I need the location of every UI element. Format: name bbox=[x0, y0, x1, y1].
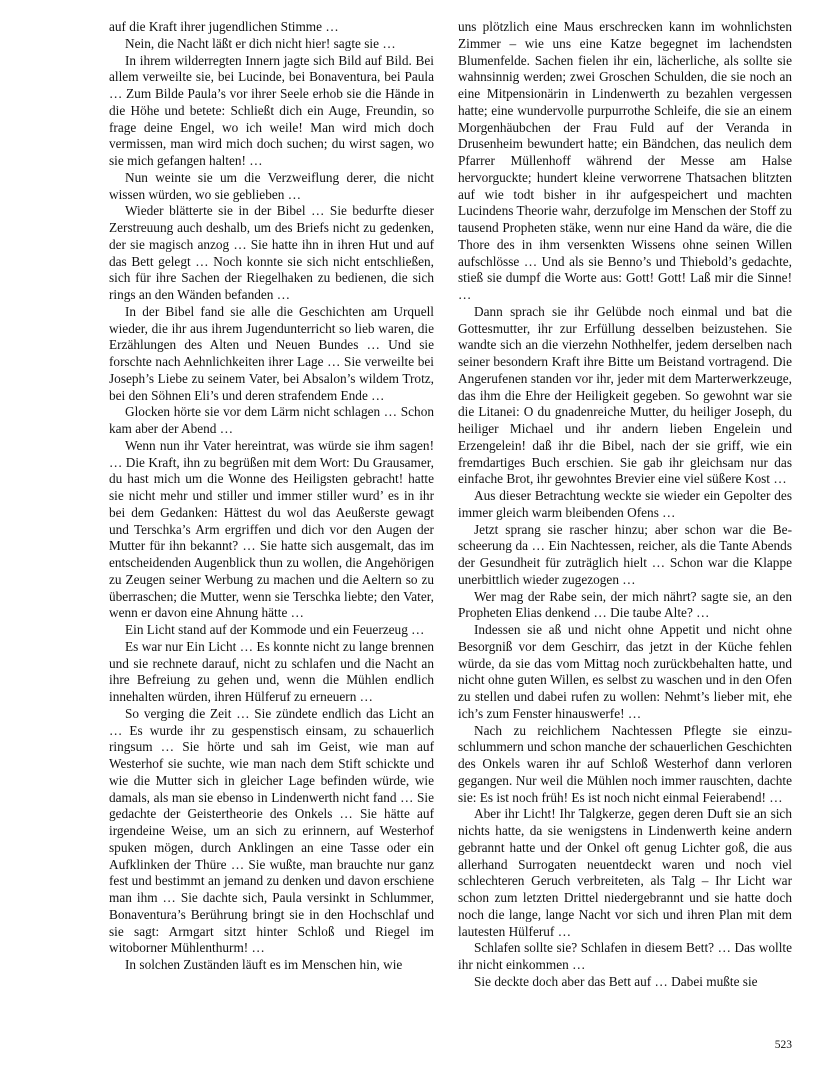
paragraph: Aber ihr Licht! Ihr Talgkerze, gegen deren Duft sie an sich nichts hatte, da sie wenigstens in Lindenwerth keine andern gebrannt hatte und der Onkel oft genug Lichter goß, die aus allerhand Surrogaten neuentdeckt waren und noch viel schlechteren Geruch verbreiteten, als Talg – Ihr Licht war schon zum letzten Drittel niedergebrannt und sie hatte doch noch die lange, lange Nacht vor sich und ihren Plan mit dem lautesten Hülferuf … bbox=[458, 806, 792, 939]
paragraph: Es war nur Ein Licht … Es konnte nicht zu lange brennen und sie rechnete darauf, nicht zu schlafen und die Nacht an ihre Befreiung zu gehen und, wenn die Mühlen endlich innehalten würden, ihren Hülferuf zu erneuern … bbox=[109, 638, 434, 704]
right-column bbox=[458, 19, 792, 991]
paragraph: Jetzt sprang sie rascher hinzu; aber schon war die Bescheerung da … Ein Nachtessen, reicher, als die Tante Abends der Gesundheit für zuträglich hielt … Schon war die Klappe unerbittlich wieder zugezogen … bbox=[458, 521, 792, 587]
paragraph: Wer mag der Rabe sein, der mich nährt? sagte sie, an den Propheten Elias denkend … Die taube Alte? … bbox=[458, 588, 792, 621]
paragraph: So verging die Zeit … Sie zündete endlich das Licht an … Es wurde ihr zu gespenstisch einsam, zu schauerlich ringsum … Sie hörte und sah im Geist, wie man auf Westerhof sie suchte, wie man nach dem Stift schickte und wie die Mutter sich in gleicher Lage befinden würde, wie damals, als man sie ebenso in Lindenwerth nicht fand … Sie gedachte der Geistertheorie des Onkels … Sie hätte auf irgendeine Weise, um an sich zu erinnern, auf Westerhof spuken mögen, durch Anklingen an eine Tasse oder ein Aufklinken der Thüre … Sie wußte, man brauchte nur ganz fest und bestimmt an jemand zu denken und davon erschiene man ihm … Sie dachte sich, Paula versinkt in Schlummer, Bonaventura’s Berührung bringt sie in den Hochschlaf und sie sagt: Armgart sitzt hinter Schloß und Riegel im witoborner Mühlenthurm! … bbox=[109, 705, 434, 956]
paragraph: In solchen Zuständen läuft es im Menschen hin, wie bbox=[125, 957, 403, 972]
paragraph: auf die Kraft ihrer jugendlichen Stimme … bbox=[109, 19, 339, 34]
paragraph: Dann sprach sie ihr Gelübde noch einmal und bat die Gottesmutter, ihr zur Erfüllung desselben beizustehen. Sie wandte sich an die vierzehn Nothhelfer, jedem derselben nach seiner besondern Kraft ihre Bitte um Beistand vortragend. Die Angerufenen standen vor ihr, jeder mit dem Marterwerkzeuge, das ihm die Ehre der Heiligkeit gegeben. So gewohnt war sie die Litanei: O du gnadenreiche Mutter, du heiliger Joseph, du heiliger Michael und ihr andern lieben Engelein und Erzengelein! daß ihr die Bibel, nach der sie griff, wie ein fremdartiges Buch erschien. Sie gab ihr gleichsam nur das einfache Brot, ihr gewohntes Brevier eine viel süßere Kost … bbox=[458, 303, 792, 487]
paragraph: Glocken hörte sie vor dem Lärm nicht schlagen … Schon kam aber der Abend … bbox=[109, 404, 434, 436]
paragraph: uns plötzlich eine Maus erschrecken kann im wohnlichsten Zimmer – wie uns eine Katze begegnet im lachendsten Blumenfelde. Sachen fielen ihr ein, lächerliche, als sollte sie wahnsinnig werden; zwei Groschen Schulden, die sie noch an eine Mitpensionärin in Lindenwerth zu bezahlen vergessen hatte; eine wundervolle purpurrothe Schleife, die sie an einem Morgenhäubchen der Frau Fuld auf der Veranda in Drusenheim bewundert hatte; ein Bändchen, das neulich dem Pfarrer Müllenhoff während der Messe am Halse hervorguckte; hundert kleine verworrene Thatsachen blitzten auf wie todt bisher in ihr aufgespeichert und machten Lucindens Theorie wahr, derzufolge im Menschen der Stoff zu tausend Propheten stäke, wenn nur eine Hand da wäre, die die Thore des in ihm versenkten Wissens ohne seinen Willen aufschlösse … Und als sie Benno’s und Thiebold’s gedachte, stieß sie dumpf die Worte aus: Gott! Gott! Laß mir die Sinne! … bbox=[458, 19, 792, 302]
paragraph: Sie deckte doch aber das Bett auf … Dabei mußte sie bbox=[474, 973, 758, 989]
paragraph: Indessen sie aß und nicht ohne Appetit und nicht ohne Besorgniß vor dem Geschirr, das jetzt in der Küche fehlen würde, da sie das vom Mittag noch zurückbehalten hatte, und nicht ohne guten Willen, es selbst zu waschen und in den Ofen zu stellen und dabei rufen zu wollen: Nehmt’s lieber mit, ehe ich’s zum Fenster hinauswerfe! … bbox=[458, 622, 792, 721]
paragraph: In der Bibel fand sie alle die Geschichten am Urquell wieder, die ihr aus ihrem Jugendunterricht so lieb waren, die Erzählungen des Alten und Neuen Bundes … Und sie forschte nach Aehnlichkeiten ihrer Lage … Sie verweilte bei Joseph’s Liebe zu seinem Vater, bei Absalon’s wildem Trotz, bei den Söhnen Eli’s und deren strafendem Ende … bbox=[109, 303, 434, 403]
paragraph: In ihrem wilderregten Innern jagte sich Bild auf Bild. Bei allem verweilte sie, bei Lucinde, bei Bonaventura, bei Paula … Zum Bilde Paula’s vor ihrer Seele erhob sie die Hände in die Höhe und betete: Schließt dich ein Auge, Freundin, so frage deine Engel, wo ich weile! Man wird mich doch vermissen, man wird mich doch suchen; du wirst sagen, wo sie mich gefangen halten! … bbox=[109, 52, 434, 168]
paragraph: Aus dieser Betrachtung weckte sie wieder ein Gepolter des immer gleich warm bleibenden Ofens … bbox=[458, 488, 792, 520]
paragraph: Nach zu reichlichem Nachtessen Pflegte sie einzuschlummern und schon manche der schauerlichen Geschichten des Onkels waren ihr auf Schloß Westerhof dann verloren gegangen. Nur weil die Mühlen noch immer rauschten, dachte sie: Es ist noch früh! Es ist noch nicht einmal Feierabend! … bbox=[458, 722, 792, 805]
paragraph: Nein, die Nacht läßt er dich nicht hier! sagte sie … bbox=[125, 35, 396, 51]
paragraph: Schlafen sollte sie? Schlafen in diesem Bett? … Das wollte ihr nicht einkommen … bbox=[458, 940, 792, 972]
paragraph: Ein Licht stand auf der Kommode und ein Feuerzeug … bbox=[125, 622, 425, 637]
paragraph: Nun weinte sie um die Verzweiflung derer, die nicht wissen würden, wo sie geblieben … bbox=[109, 169, 434, 202]
paragraph: Wenn nun ihr Vater hereintrat, was würde sie ihm sagen! … Die Kraft, ihn zu begrüßen mit dem Wort: Du Grausamer, du hast mich um die Wonne des Heiligsten gebracht! hatte sie nicht mehr und stiller und immer stiller wurd’ es in ihr bei dem Gedanken: Hättest du wol das Aeußerste gewagt und Terschka’s Arm ergriffen und dich vor den Augen der Mutter für ihn bekannt? … Sie hatte sich ausgemalt, das im entscheidenden Augenblick thun zu wollen, die Angehörigen zu Zeugen seiner Werbung zu machen und die Aeltern so zu überraschen; die Mutter, wenn sie Terschka liebte; den Vater, wenn er davon eine Ahnung hätte … bbox=[109, 437, 434, 621]
paragraph: Wieder blätterte sie in der Bibel … Sie bedurfte dieser Zerstreuung auch deshalb, um des Briefs nicht zu gedenken, der sie magisch anzog … Sie hatte ihn in ihren Hut und auf das Bett gelegt … Noch konnte sie sich nicht entschließen, sich für ihre Sachen der Riegelhaken zu bedienen, die sich rings an den Wänden befanden … bbox=[109, 203, 434, 302]
left-column bbox=[109, 19, 434, 974]
page-number: 523 bbox=[774, 1039, 792, 1051]
